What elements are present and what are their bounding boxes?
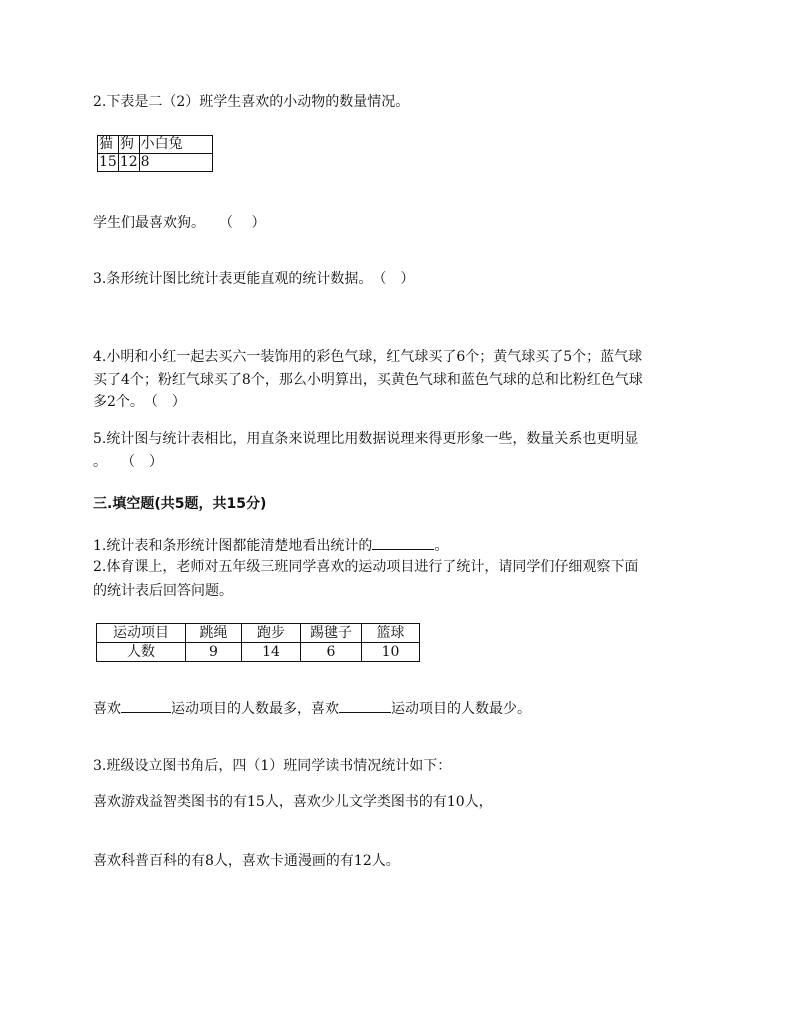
table-header-row [97, 624, 420, 643]
fill-2-line-2: 的统计表后回答问题。 [93, 583, 233, 599]
q4-line-3: 多2个。 （ ） [93, 394, 186, 410]
q3-statement: 3.条形统计图比统计表更能直观的统计数据。 （ ） [93, 271, 415, 287]
q4-line-2: 买了4个；粉红气球买了8个，那么小明算出，买黄色气球和蓝色气球的总和比粉红色气球 [93, 372, 643, 388]
q5-line-2: 。 （ ） [93, 454, 163, 470]
fill-2-answer [93, 698, 531, 719]
table-cell: 12 [119, 154, 138, 170]
sports-table [96, 623, 420, 662]
answer-blank[interactable] [121, 698, 171, 713]
fill-2-answer-a: 喜欢 [93, 701, 121, 717]
table-row [97, 643, 420, 662]
table-cell: 10 [362, 643, 420, 662]
fill-3-line-1: 喜欢游戏益智类图书的有15人，喜欢少儿文学类图书的有10人， [93, 794, 493, 810]
answer-blank[interactable] [372, 535, 434, 550]
fill-3-intro: 3.班级设立图书角后，四（1）班同学读书情况统计如下： [93, 758, 452, 774]
fill-1-text: 1.统计表和条形统计图都能清楚地看出统计的 [93, 538, 373, 554]
table-header-row [98, 136, 213, 154]
table-cell: 跳绳 [186, 624, 242, 643]
q2-statement: 学生们最喜欢狗。 （ ） [93, 215, 266, 231]
table-row [98, 154, 213, 172]
animal-table [97, 135, 213, 172]
fill-2-line-1: 2.体育课上，老师对五年级三班同学喜欢的运动项目进行了统计，请同学们仔细观察下面 [93, 559, 639, 575]
fill-3-line-2: 喜欢科普百科的有8人，喜欢卡通漫画的有12人。 [93, 853, 400, 869]
table-cell: 运动项目 [97, 624, 186, 643]
table-cell: 14 [242, 643, 301, 662]
table-cell: 狗 [118, 136, 139, 154]
fill-1-end: 。 [434, 538, 449, 554]
table-cell: 8 [139, 154, 212, 172]
table-cell: 人数 [97, 643, 186, 662]
fill-2-answer-b: 运动项目的人数最多，喜欢 [171, 701, 339, 717]
table-cell: 9 [186, 643, 242, 662]
table-cell: 跑步 [242, 624, 301, 643]
table-cell: 6 [301, 643, 362, 662]
q5-line-1: 5.统计图与统计表相比，用直条来说理比用数据说理来得更形象一些，数量关系也更明显 [93, 431, 639, 447]
section-title: 三.填空题(共5题，共15分) [93, 496, 267, 512]
fill-2-answer-c: 运动项目的人数最少。 [391, 701, 531, 717]
table-cell: 篮球 [362, 624, 420, 643]
q2-intro: 2.下表是二（2）班学生喜欢的小动物的数量情况。 [93, 94, 410, 110]
q4-line-1: 4.小明和小红一起去买六一装饰用的彩色气球，红气球买了6个；黄气球买了5个；蓝气球 [93, 349, 643, 365]
answer-blank[interactable] [339, 698, 391, 713]
fill-1 [93, 535, 448, 556]
table-cell: 15 [99, 154, 117, 170]
table-cell: 小白兔 [139, 136, 212, 154]
table-cell: 猫 [98, 136, 119, 154]
table-cell: 踢毽子 [301, 624, 362, 643]
